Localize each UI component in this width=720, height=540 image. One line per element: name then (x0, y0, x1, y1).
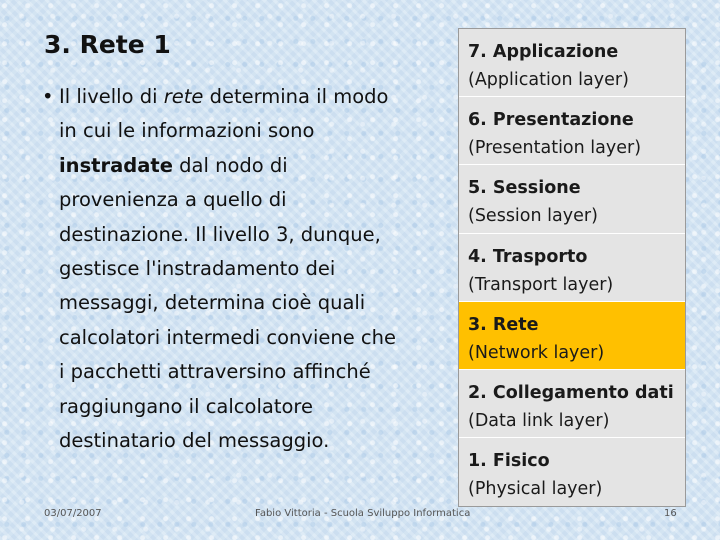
osi-layer-7 (459, 29, 685, 97)
layer-subtitle: (Data link layer) (468, 410, 610, 431)
bullet-paragraph (42, 80, 462, 458)
bullet-text-1: Il livello di rete determina il modo (59, 85, 389, 108)
bullet-line-11: destinatario del messaggio. (59, 429, 330, 453)
layer-subtitle: (Application layer) (468, 70, 629, 90)
bullet-line-4: provenienza a quello di (59, 188, 287, 212)
bullet-line-10: raggiungano il calcolatore (59, 394, 313, 418)
bullet-line-3: instradate dal nodo di (59, 153, 288, 177)
layer-subtitle: (Transport layer) (468, 274, 614, 295)
layer-subtitle: (Network layer) (468, 342, 605, 363)
osi-layer-4 (459, 234, 685, 302)
layer-name: 5. Sessione (468, 178, 581, 199)
bullet-line-7: messaggi, determina cioè quali (59, 291, 366, 315)
layer-name: 1. Fisico (468, 451, 550, 472)
footer-author: Fabio Vittoria - Scuola Sviluppo Informatica (255, 508, 471, 519)
layer-name: 2. Collegamento dati (468, 382, 674, 403)
bullet-line-1 (42, 80, 462, 114)
bullet-line-6: gestisce l'instradamento dei (59, 257, 336, 281)
bullet-line-5: destinazione. Il livello 3, dunque, (59, 222, 381, 246)
osi-layer-2 (459, 370, 685, 438)
osi-layer-1 (459, 438, 685, 506)
bullet-line-2: in cui le informazioni sono (59, 119, 315, 143)
footer-date: 03/07/2007 (44, 508, 102, 519)
osi-layer-3-highlighted (459, 302, 685, 370)
layer-name: 4. Trasporto (468, 246, 588, 267)
layer-name: 7. Applicazione (468, 42, 619, 62)
layer-subtitle: (Physical layer) (468, 479, 603, 500)
osi-layer-stack (458, 28, 686, 507)
layer-name: 3. Rete (468, 314, 539, 335)
footer-page-number: 16 (664, 508, 677, 519)
bullet-line-9: i pacchetti attraversino affinché (59, 360, 371, 384)
bullet-dot: • (42, 85, 54, 108)
slide-title: 3. Rete 1 (44, 30, 171, 59)
osi-layer-6 (459, 97, 685, 165)
osi-layer-5 (459, 165, 685, 233)
bullet-line-8: calcolatori intermedi conviene che (59, 325, 396, 349)
layer-name: 6. Presentazione (468, 110, 634, 131)
layer-subtitle: (Session layer) (468, 206, 598, 227)
layer-subtitle: (Presentation layer) (468, 138, 642, 159)
